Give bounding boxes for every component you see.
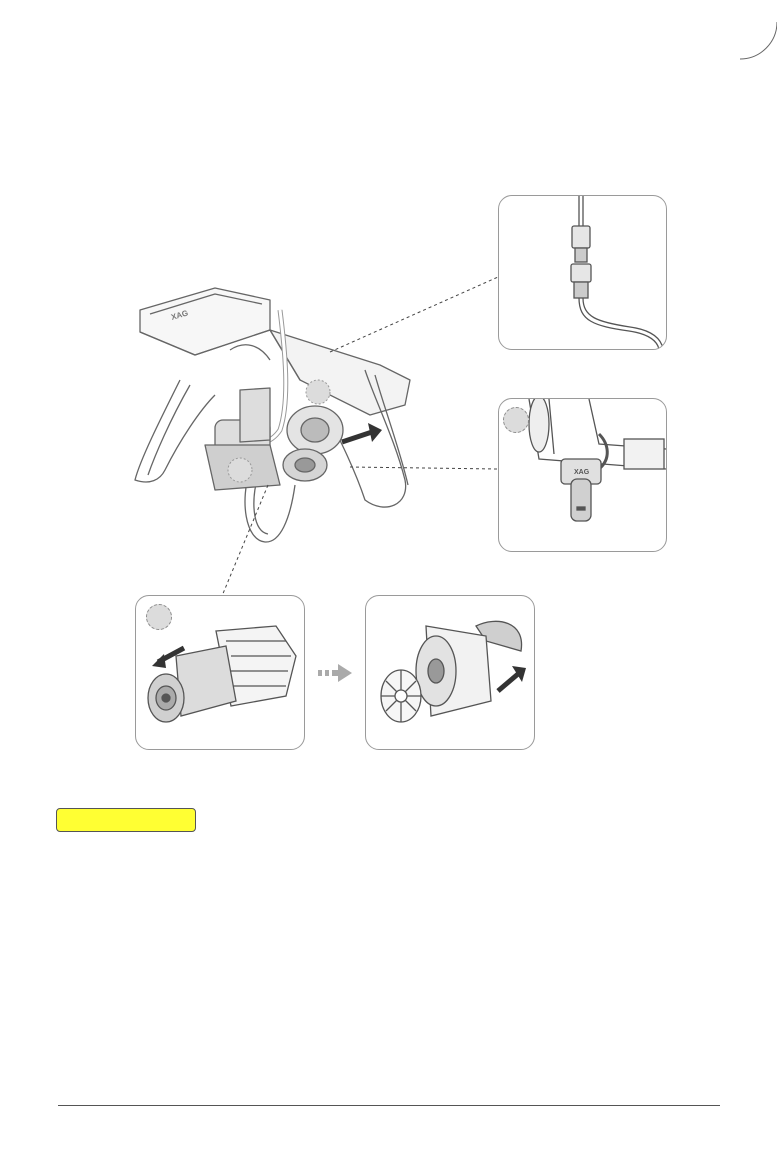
callout-badge-latch bbox=[503, 407, 529, 433]
remove-motor-arrowhead bbox=[152, 654, 166, 668]
next-step-arrow bbox=[318, 664, 352, 682]
callout-badge-motor bbox=[146, 604, 172, 630]
footer-rule bbox=[58, 1105, 720, 1106]
latch-logo-text: XAG bbox=[574, 469, 590, 476]
detail-panel-hose-connector bbox=[498, 195, 667, 350]
disc-removal-illustration bbox=[366, 596, 534, 749]
detail-panel-latch-clip bbox=[498, 398, 667, 552]
remove-disc-arrow bbox=[498, 674, 518, 691]
hopper-logo-text: XAG bbox=[170, 308, 190, 322]
highlight-callout bbox=[56, 808, 196, 832]
hose-connector-illustration bbox=[499, 196, 666, 349]
detail-panel-motor-removal bbox=[135, 595, 305, 750]
detail-panel-disc-removal bbox=[365, 595, 535, 750]
